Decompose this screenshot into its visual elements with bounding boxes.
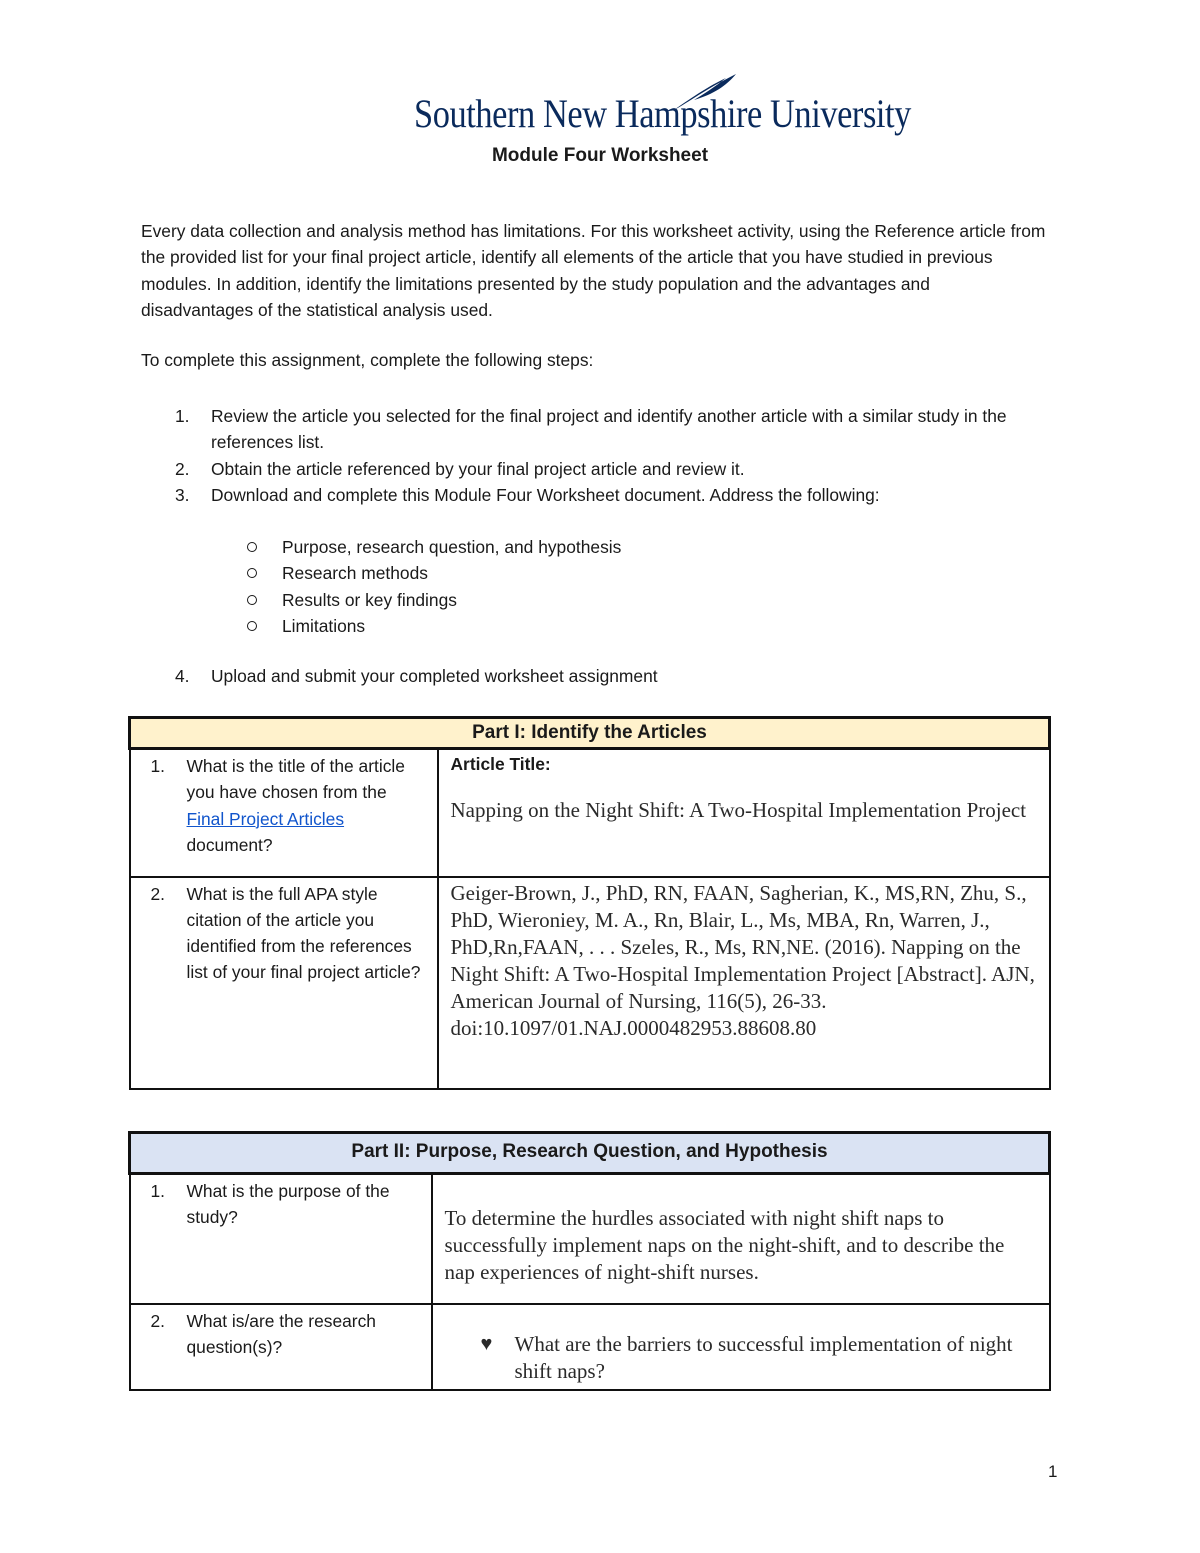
article-title-value: Napping on the Night Shift: A Two-Hospital Implementation Project xyxy=(450,798,1027,822)
part1-answer-2 xyxy=(438,877,1050,1089)
intro-paragraph: Every data collection and analysis method has limitations. For this worksheet activity, using the Reference article from the provided list for your final project article, identify all elements of the article that you have studied in previous modules. In addition, identify the limitations presented by the study population and the advantages and disadvantages of the statistical analysis used. xyxy=(141,221,1046,320)
bullet-list xyxy=(247,534,621,639)
list-item: Limitations xyxy=(247,613,621,639)
heart-bullet-icon: ♥ xyxy=(480,1332,493,1355)
steps-lead: To complete this assignment, complete the following steps: xyxy=(141,350,594,370)
university-logo xyxy=(414,72,911,138)
list-item: Purpose, research question, and hypothesis xyxy=(247,534,621,560)
article-title-label: Article Title: xyxy=(450,754,551,774)
page-number: 1 xyxy=(1048,1462,1058,1481)
page-title: Module Four Worksheet xyxy=(491,145,709,166)
circle-bullet-icon xyxy=(247,595,257,605)
step-item: 1. Review the article you selected for the final project and identify another article with a similar study in the references list. xyxy=(175,406,1007,453)
circle-bullet-icon xyxy=(247,621,257,631)
steps-list xyxy=(141,403,1046,508)
circle-bullet-icon xyxy=(247,568,257,578)
part2-question-1: 1. What is the purpose of the study? xyxy=(130,1174,432,1304)
list-item xyxy=(481,1331,1037,1385)
part1-question-1: 1. What is the title of the article you have chosen from the Final Project Articles document? xyxy=(130,749,438,877)
part1-heading: Part I: Identify the Articles xyxy=(130,718,1050,749)
research-question: What are the barriers to successful implementation of night shift naps? xyxy=(514,1331,1013,1383)
step-item: 2. Obtain the article referenced by your final project article and review it. xyxy=(175,458,745,479)
part2-answer-1 xyxy=(432,1174,1050,1304)
part2-answer-2 xyxy=(432,1304,1050,1390)
part2-table xyxy=(128,1131,1051,1391)
part1-answer-1 xyxy=(438,749,1050,877)
part1-table xyxy=(128,716,1051,1090)
apa-citation: Geiger-Brown, J., PhD, RN, FAAN, Sagherian, K., MS,RN, Zhu, S., PhD, Wieroniey, M. A., Rn, Blair, L., Ms, MBA, Rn, Warren, J., PhD,Rn,FAAN, . . . Szeles, R., Ms, RN,NE. (2016). Napping on the Night Shift: A Two-Hospital Implementation Project [Abstract]. AJN, American Journal of Nursing, 116(5), 26-33. doi:10.1097/01.NAJ.0000482953.88608.80 xyxy=(450,880,1035,1040)
part2-heading: Part II: Purpose, Research Question, and Hypothesis xyxy=(130,1133,1050,1174)
step-item: 3. Download and complete this Module Four Worksheet document. Address the following: xyxy=(175,484,880,505)
circle-bullet-icon xyxy=(247,542,257,552)
part2-question-2: 2. What is/are the research question(s)? xyxy=(130,1304,432,1390)
step-item: 4. Upload and submit your completed worksheet assignment xyxy=(175,666,658,686)
list-item: Research methods xyxy=(247,560,621,586)
logo-text: Southern New Hampshire University xyxy=(414,91,911,136)
study-purpose: To determine the hurdles associated with night shift naps to successfully implement naps on the night-shift, and to describe the nap experiences of night-shift nurses. xyxy=(444,1206,1005,1284)
final-project-articles-link[interactable]: Final Project Articles xyxy=(186,808,345,829)
list-item: Results or key findings xyxy=(247,587,621,613)
part1-question-2: 2. What is the full APA style citation of the article you identified from the references list of your final project article? xyxy=(130,877,438,1089)
